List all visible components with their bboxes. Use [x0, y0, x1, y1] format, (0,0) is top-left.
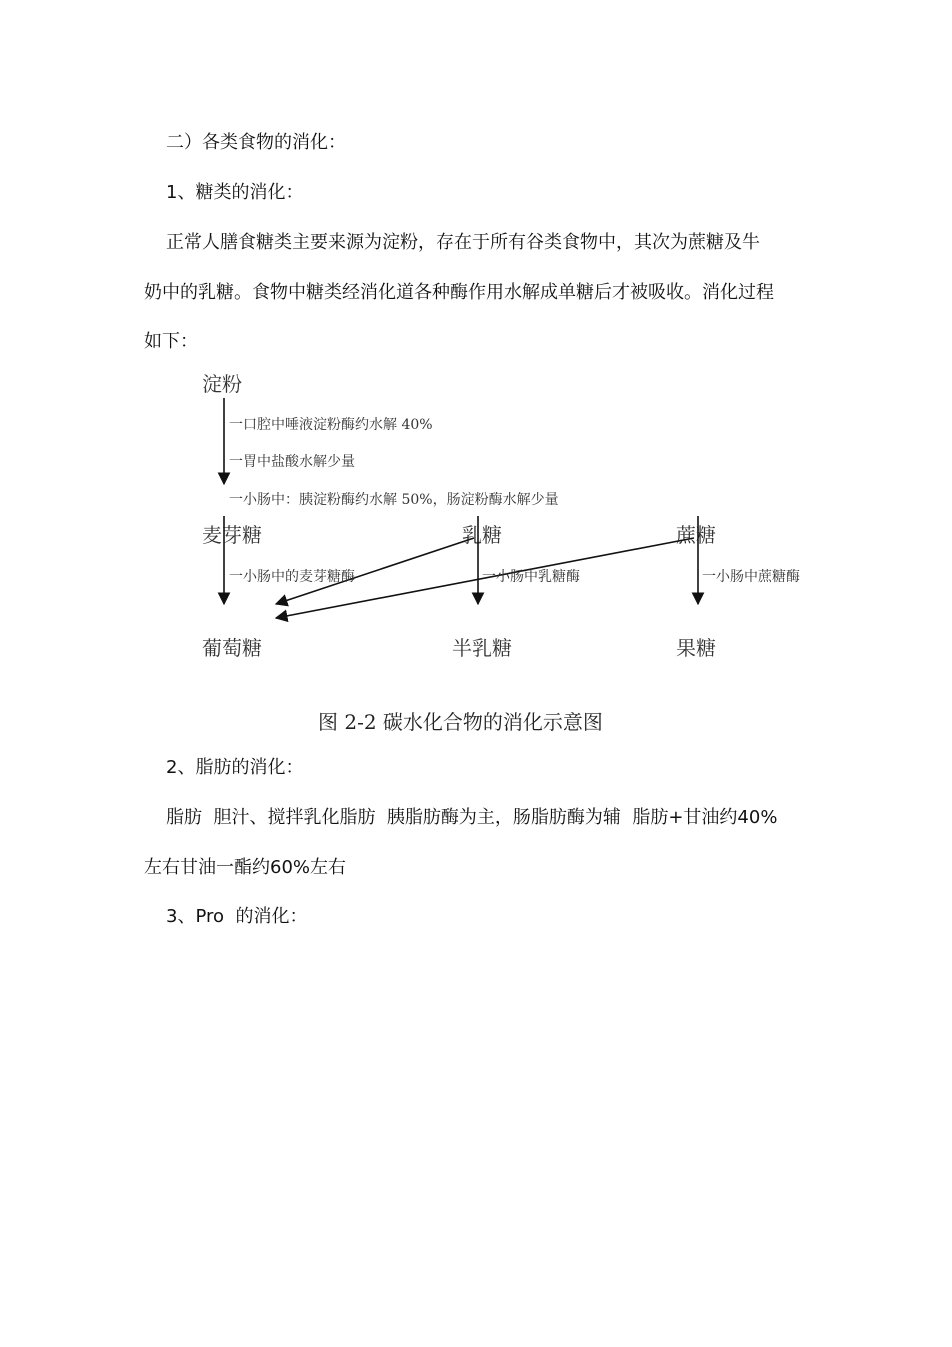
step-small-intestine-amylase: 一小肠中：胰淀粉酶约水解 50%，肠淀粉酶水解少量: [229, 492, 559, 508]
paragraph-fat-line-1: 脂肪 胆汁、搅拌乳化脂肪 胰脂肪酶为主，肠脂肪酶为辅 脂肪+甘油约40%: [166, 807, 778, 828]
paragraph-carbohydrate-line-1: 正常人膳食糖类主要来源为淀粉，存在于所有谷类食物中，其次为蔗糖及牛: [166, 232, 760, 253]
heading: 二）各类食物的消化：: [166, 132, 346, 153]
glucose-label: 葡萄糖: [202, 636, 262, 660]
step-stomach-acid: 一胃中盐酸水解少量: [229, 454, 355, 470]
step-oral-amylase: 一口腔中唾液淀粉酶约水解 40%: [229, 417, 433, 433]
paragraph-carbohydrate-line-2: 奶中的乳糖。食物中糖类经消化道各种酶作用水解成单糖后才被吸收。消化过程: [144, 282, 774, 303]
lactose-label: 乳糖: [462, 523, 502, 547]
galactose-label: 半乳糖: [452, 636, 512, 660]
maltose-label: 麦芽糖: [202, 523, 262, 547]
carbohydrate-digestion-diagram: [0, 360, 952, 750]
section-protein-title: 3、Pro 的消化：: [166, 906, 308, 927]
enzyme-maltase: 一小肠中的麦芽糖酶: [229, 569, 355, 585]
paragraph-carbohydrate-line-3: 如下：: [144, 331, 198, 352]
section-carbohydrate-title: 1、糖类的消化：: [166, 182, 304, 203]
fructose-label: 果糖: [676, 636, 716, 660]
diagram-caption: 图 2-2 碳水化合物的消化示意图: [318, 710, 603, 734]
paragraph-fat-line-2: 左右甘油一酯约60%左右: [144, 857, 347, 878]
starch-label: 淀粉: [202, 372, 242, 396]
enzyme-sucrase: 一小肠中蔗糖酶: [702, 569, 800, 585]
sucrose-label: 蔗糖: [676, 523, 716, 547]
enzyme-lactase: 一小肠中乳糖酶: [482, 569, 580, 585]
section-fat-title: 2、脂肪的消化：: [166, 757, 304, 778]
